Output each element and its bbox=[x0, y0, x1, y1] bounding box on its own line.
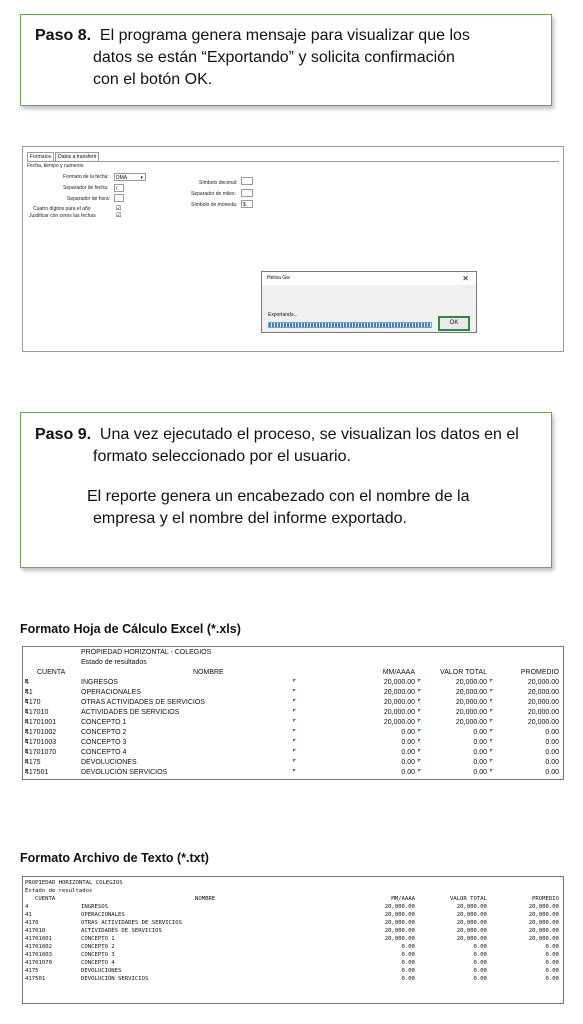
excel-cell-valor-total: 0.00 bbox=[473, 749, 487, 756]
text-header-row bbox=[23, 895, 563, 903]
excel-cell-cuenta: 41 bbox=[25, 689, 33, 696]
excel-cell-nombre: CONCEPTO 4 bbox=[81, 749, 127, 756]
excel-cell-marker bbox=[490, 739, 493, 742]
time-separator-label: Separador de hora: bbox=[67, 196, 111, 202]
export-settings-screenshot bbox=[22, 146, 564, 352]
four-digit-year-checkbox[interactable]: ☑ bbox=[116, 206, 122, 212]
step8-box bbox=[20, 14, 552, 106]
excel-cell-cuenta: 41701001 bbox=[25, 719, 57, 726]
text-table-row bbox=[23, 903, 563, 911]
excel-cell-valor-total: 20,000.00 bbox=[455, 699, 487, 706]
text-cell-nombre: OPERACIONALES bbox=[81, 912, 125, 918]
excel-cell-marker bbox=[25, 689, 28, 692]
excel-cell-cuenta: 4170 bbox=[25, 699, 41, 706]
date-format-label: Formato de la fecha: bbox=[63, 174, 109, 180]
zero-pad-dates-label: Justificar con ceros las fechas bbox=[29, 213, 96, 219]
excel-table-row bbox=[23, 698, 563, 708]
group-title: Fecha, tiempo y numeros bbox=[27, 163, 84, 169]
excel-cell-nombre: CONCEPTO 2 bbox=[81, 729, 127, 736]
text-cell-mm-aaaa: 20,000.00 bbox=[384, 928, 415, 934]
excel-header-valor-total: VALOR TOTAL bbox=[440, 669, 487, 676]
excel-cell-marker bbox=[418, 689, 421, 692]
excel-cell-marker bbox=[293, 759, 296, 762]
text-header-cuenta: CUENTA bbox=[35, 896, 56, 902]
excel-cell-marker bbox=[490, 719, 493, 722]
date-separator-label: Separador de fecha: bbox=[63, 185, 109, 191]
excel-table-row bbox=[23, 758, 563, 768]
text-cell-promedio: 20,000.00 bbox=[528, 936, 559, 942]
excel-cell-mm-aaaa: 20,000.00 bbox=[383, 719, 415, 726]
text-header-promedio: PROMEDIO bbox=[532, 896, 559, 902]
excel-cell-marker bbox=[293, 679, 296, 682]
zero-pad-dates-checkbox[interactable]: ☑ bbox=[116, 213, 122, 219]
text-cell-valor-total: 0.00 bbox=[473, 960, 487, 966]
excel-table-row bbox=[23, 678, 563, 688]
excel-cell-nombre: DEVOLUCIONES bbox=[81, 759, 137, 766]
excel-table-row bbox=[23, 738, 563, 748]
text-cell-mm-aaaa: 0.00 bbox=[401, 944, 415, 950]
excel-table-row bbox=[23, 718, 563, 728]
decimal-symbol-input[interactable] bbox=[241, 177, 253, 185]
excel-report-table bbox=[22, 646, 564, 780]
excel-cell-valor-total: 0.00 bbox=[473, 739, 487, 746]
text-report-name: Estado de resultados bbox=[25, 888, 93, 894]
text-cell-cuenta: 417010 bbox=[25, 928, 46, 934]
text-cell-promedio: 0.00 bbox=[545, 944, 559, 950]
step8-line3: con el botón OK. bbox=[93, 71, 213, 88]
text-table-row bbox=[23, 967, 563, 975]
excel-cell-marker bbox=[25, 769, 28, 772]
dialog-message: Exportando... bbox=[268, 312, 298, 318]
excel-cell-promedio: 0.00 bbox=[545, 759, 559, 766]
excel-cell-nombre: OPERACIONALES bbox=[81, 689, 141, 696]
excel-cell-marker bbox=[25, 719, 28, 722]
step9-line2: formato seleccionado por el usuario. bbox=[93, 448, 351, 465]
text-cell-valor-total: 20,000.00 bbox=[456, 920, 487, 926]
excel-cell-promedio: 0.00 bbox=[545, 739, 559, 746]
excel-cell-cuenta: 417501 bbox=[25, 769, 49, 776]
text-table-row bbox=[23, 911, 563, 919]
text-header-valor-total: VALOR TOTAL bbox=[449, 896, 487, 902]
step9-line4: empresa y el nombre del informe exportado. bbox=[93, 510, 407, 527]
four-digit-year-label: Cuatro dígitos para el año bbox=[33, 206, 91, 212]
excel-cell-marker bbox=[293, 689, 296, 692]
excel-cell-nombre: CONCEPTO 1 bbox=[81, 719, 127, 726]
excel-header-mm-aaaa: MM/AAAA bbox=[382, 669, 415, 676]
text-header-nombre: NOMBRE bbox=[195, 896, 216, 902]
excel-header-promedio: PROMEDIO bbox=[520, 669, 559, 676]
excel-cell-marker bbox=[418, 679, 421, 682]
excel-cell-marker bbox=[418, 729, 421, 732]
text-cell-promedio: 20,000.00 bbox=[528, 920, 559, 926]
thousands-separator-input[interactable] bbox=[241, 189, 253, 197]
excel-cell-cuenta: 41701002 bbox=[25, 729, 57, 736]
excel-cell-valor-total: 0.00 bbox=[473, 729, 487, 736]
text-header-mm-aaaa: MM/AAAA bbox=[391, 896, 415, 902]
text-cell-promedio: 0.00 bbox=[545, 976, 559, 982]
text-table-row bbox=[23, 959, 563, 967]
text-table-row bbox=[23, 927, 563, 935]
step8-line1: El programa genera mensaje para visualizar que los bbox=[99, 27, 470, 44]
text-cell-nombre: OTRAS ACTIVIDADES DE SERVICIOS bbox=[81, 920, 183, 926]
text-cell-promedio: 0.00 bbox=[545, 968, 559, 974]
text-cell-mm-aaaa: 0.00 bbox=[401, 968, 415, 974]
text-cell-cuenta: 4 bbox=[25, 904, 29, 910]
excel-cell-mm-aaaa: 20,000.00 bbox=[383, 709, 415, 716]
excel-header-cuenta: CUENTA bbox=[37, 669, 66, 676]
text-company: PROPIEDAD HORIZONTAL COLEGIOS bbox=[25, 880, 123, 886]
text-table-row bbox=[23, 943, 563, 951]
text-cell-mm-aaaa: 20,000.00 bbox=[384, 912, 415, 918]
text-cell-promedio: 20,000.00 bbox=[528, 904, 559, 910]
text-cell-nombre: CONCEPTO 1 bbox=[81, 936, 115, 942]
excel-cell-marker bbox=[490, 679, 493, 682]
text-cell-valor-total: 20,000.00 bbox=[456, 912, 487, 918]
excel-cell-marker bbox=[25, 749, 28, 752]
tab-divider bbox=[27, 161, 559, 162]
text-cell-cuenta: 4170 bbox=[25, 920, 39, 926]
excel-cell-marker bbox=[293, 749, 296, 752]
step9-line1: Una vez ejecutado el proceso, se visualizan los datos en el bbox=[99, 426, 519, 443]
text-table-row bbox=[23, 951, 563, 959]
step9-label: Paso 9. bbox=[35, 426, 92, 443]
excel-cell-marker bbox=[418, 719, 421, 722]
text-cell-cuenta: 4175 bbox=[25, 968, 39, 974]
excel-cell-marker bbox=[293, 709, 296, 712]
text-cell-valor-total: 20,000.00 bbox=[456, 928, 487, 934]
excel-cell-nombre: OTRAS ACTIVIDADES DE SERVICIOS bbox=[81, 699, 205, 706]
excel-table-row bbox=[23, 708, 563, 718]
excel-report-name: Estado de resultados bbox=[81, 659, 147, 666]
excel-cell-marker bbox=[293, 769, 296, 772]
text-cell-nombre: CONCEPTO 4 bbox=[81, 960, 115, 966]
excel-table-row bbox=[23, 688, 563, 698]
excel-cell-cuenta: 41701070 bbox=[25, 749, 57, 756]
excel-cell-promedio: 0.00 bbox=[545, 729, 559, 736]
excel-cell-marker bbox=[25, 699, 28, 702]
text-cell-cuenta: 41701070 bbox=[25, 960, 52, 966]
thousands-separator-label: Separador de miles: bbox=[191, 191, 236, 197]
text-cell-mm-aaaa: 20,000.00 bbox=[384, 904, 415, 910]
excel-cell-valor-total: 20,000.00 bbox=[455, 719, 487, 726]
excel-cell-promedio: 20,000.00 bbox=[527, 699, 559, 706]
excel-cell-mm-aaaa: 0.00 bbox=[401, 749, 415, 756]
export-progress-bar bbox=[268, 322, 432, 328]
text-cell-promedio: 0.00 bbox=[545, 952, 559, 958]
text-format-title: Formato Archivo de Texto (*.txt) bbox=[20, 851, 209, 865]
excel-cell-marker bbox=[25, 679, 28, 682]
excel-cell-nombre: ACTIVIDADES DE SERVICIOS bbox=[81, 709, 180, 716]
tab-datos-transferir[interactable]: Datos a transferir bbox=[55, 152, 99, 161]
text-cell-valor-total: 0.00 bbox=[473, 944, 487, 950]
text-table-row bbox=[23, 919, 563, 927]
excel-cell-cuenta: 417010 bbox=[25, 709, 49, 716]
excel-cell-cuenta: 41701003 bbox=[25, 739, 57, 746]
excel-cell-nombre: DEVOLUCIÓN SERVICIOS bbox=[81, 769, 168, 776]
step8-line2: datos se están “Exportando” y solicita confirmación bbox=[93, 49, 455, 66]
excel-cell-mm-aaaa: 0.00 bbox=[401, 739, 415, 746]
step9-line3: El reporte genera un encabezado con el nombre de la bbox=[87, 488, 470, 505]
excel-cell-promedio: 0.00 bbox=[545, 749, 559, 756]
excel-cell-valor-total: 20,000.00 bbox=[455, 709, 487, 716]
time-separator-input[interactable] bbox=[114, 194, 124, 202]
excel-cell-marker bbox=[490, 759, 493, 762]
excel-table-row bbox=[23, 768, 563, 778]
text-cell-cuenta: 41701002 bbox=[25, 944, 52, 950]
excel-cell-promedio: 0.00 bbox=[545, 769, 559, 776]
decimal-symbol-label: Símbolo decimal: bbox=[199, 180, 238, 186]
excel-cell-marker bbox=[490, 729, 493, 732]
excel-cell-mm-aaaa: 20,000.00 bbox=[383, 689, 415, 696]
tab-formatos[interactable]: Formatos bbox=[27, 152, 54, 161]
step8-label: Paso 8. bbox=[35, 27, 92, 44]
excel-cell-marker bbox=[293, 729, 296, 732]
excel-cell-marker bbox=[490, 709, 493, 712]
excel-cell-nombre: CONCEPTO 3 bbox=[81, 739, 127, 746]
excel-cell-marker bbox=[293, 699, 296, 702]
excel-cell-mm-aaaa: 0.00 bbox=[401, 759, 415, 766]
excel-cell-marker bbox=[490, 689, 493, 692]
excel-header-nombre: NOMBRE bbox=[193, 669, 224, 676]
excel-cell-marker bbox=[418, 769, 421, 772]
date-separator-input[interactable]: / bbox=[114, 184, 124, 192]
excel-cell-valor-total: 20,000.00 bbox=[455, 689, 487, 696]
excel-cell-valor-total: 20,000.00 bbox=[455, 679, 487, 686]
text-cell-cuenta: 41701001 bbox=[25, 936, 52, 942]
excel-cell-valor-total: 0.00 bbox=[473, 769, 487, 776]
text-cell-mm-aaaa: 0.00 bbox=[401, 976, 415, 982]
currency-symbol-label: Símbolo de moneda: bbox=[191, 202, 238, 208]
text-cell-valor-total: 0.00 bbox=[473, 968, 487, 974]
excel-cell-marker bbox=[418, 749, 421, 752]
text-cell-promedio: 20,000.00 bbox=[528, 912, 559, 918]
ok-button[interactable]: OK bbox=[438, 316, 470, 331]
text-cell-nombre: DEVOLUCIÓN SERVICIOS bbox=[81, 976, 149, 982]
text-report-table bbox=[22, 876, 564, 1004]
text-cell-valor-total: 20,000.00 bbox=[456, 936, 487, 942]
text-cell-valor-total: 0.00 bbox=[473, 952, 487, 958]
excel-cell-marker bbox=[25, 759, 28, 762]
excel-cell-nombre: INGRESOS bbox=[81, 679, 118, 686]
text-cell-valor-total: 0.00 bbox=[473, 976, 487, 982]
excel-company: PROPIEDAD HORIZONTAL - COLEGIOS bbox=[81, 649, 212, 656]
text-cell-mm-aaaa: 0.00 bbox=[401, 960, 415, 966]
text-cell-cuenta: 41 bbox=[25, 912, 32, 918]
text-cell-valor-total: 20,000.00 bbox=[456, 904, 487, 910]
text-cell-nombre: INGRESOS bbox=[81, 904, 108, 910]
text-cell-mm-aaaa: 20,000.00 bbox=[384, 936, 415, 942]
text-cell-cuenta: 41701003 bbox=[25, 952, 52, 958]
exporting-dialog bbox=[261, 271, 477, 333]
excel-cell-mm-aaaa: 20,000.00 bbox=[383, 699, 415, 706]
text-cell-mm-aaaa: 0.00 bbox=[401, 952, 415, 958]
excel-cell-marker bbox=[25, 739, 28, 742]
text-cell-cuenta: 417501 bbox=[25, 976, 46, 982]
excel-format-title: Formato Hoja de Cálculo Excel (*.xls) bbox=[20, 622, 241, 636]
text-table-row bbox=[23, 975, 563, 983]
excel-cell-marker bbox=[25, 729, 28, 732]
excel-cell-marker bbox=[490, 749, 493, 752]
dialog-title: Helisa Gw bbox=[262, 272, 476, 285]
excel-cell-promedio: 20,000.00 bbox=[527, 679, 559, 686]
excel-cell-mm-aaaa: 20,000.00 bbox=[383, 679, 415, 686]
settings-tabs bbox=[27, 152, 100, 161]
text-cell-nombre: DEVOLUCIONES bbox=[81, 968, 122, 974]
excel-cell-marker bbox=[25, 709, 28, 712]
text-cell-nombre: ACTIVIDADES DE SERVICIOS bbox=[81, 928, 162, 934]
excel-cell-promedio: 20,000.00 bbox=[527, 709, 559, 716]
excel-cell-valor-total: 0.00 bbox=[473, 759, 487, 766]
excel-cell-marker bbox=[293, 739, 296, 742]
excel-cell-promedio: 20,000.00 bbox=[527, 689, 559, 696]
excel-cell-cuenta: 4175 bbox=[25, 759, 41, 766]
excel-cell-marker bbox=[418, 739, 421, 742]
text-table-row bbox=[23, 935, 563, 943]
excel-cell-marker bbox=[418, 759, 421, 762]
excel-cell-marker bbox=[293, 719, 296, 722]
date-format-select[interactable]: DMA ▾ bbox=[114, 173, 146, 181]
excel-cell-marker bbox=[490, 769, 493, 772]
text-cell-promedio: 0.00 bbox=[545, 960, 559, 966]
text-cell-nombre: CONCEPTO 2 bbox=[81, 944, 115, 950]
close-icon[interactable]: ✕ bbox=[462, 274, 469, 283]
text-cell-promedio: 20,000.00 bbox=[528, 928, 559, 934]
excel-cell-marker bbox=[490, 699, 493, 702]
excel-table-row bbox=[23, 728, 563, 738]
excel-cell-mm-aaaa: 0.00 bbox=[401, 769, 415, 776]
excel-table-row bbox=[23, 748, 563, 758]
excel-cell-cuenta: 4 bbox=[25, 679, 29, 686]
excel-cell-marker bbox=[418, 699, 421, 702]
currency-symbol-input[interactable]: $ bbox=[241, 200, 253, 208]
excel-cell-marker bbox=[418, 709, 421, 712]
excel-cell-mm-aaaa: 0.00 bbox=[401, 729, 415, 736]
excel-cell-promedio: 20,000.00 bbox=[527, 719, 559, 726]
excel-header-row bbox=[23, 668, 563, 678]
text-cell-mm-aaaa: 20,000.00 bbox=[384, 920, 415, 926]
text-cell-nombre: CONCEPTO 3 bbox=[81, 952, 115, 958]
step9-box bbox=[20, 412, 552, 568]
